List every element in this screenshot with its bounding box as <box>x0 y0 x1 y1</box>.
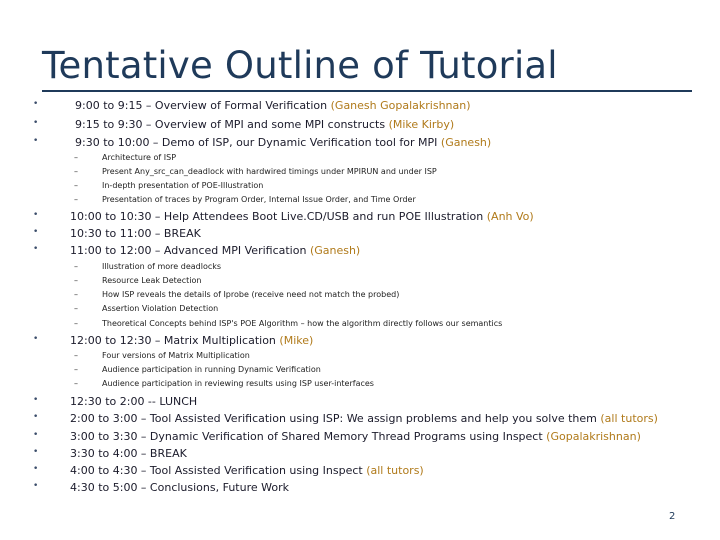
bullet-icon: • <box>33 118 39 128</box>
dash-icon: – <box>74 167 78 176</box>
bullet-icon: • <box>33 481 39 491</box>
bullet-icon: • <box>33 210 39 220</box>
dash-icon: – <box>74 351 78 360</box>
dash-icon: – <box>74 276 78 285</box>
bullet-icon: • <box>33 395 39 405</box>
dash-icon: – <box>74 379 78 388</box>
dash-icon: – <box>74 304 78 313</box>
bullet-icon: • <box>33 227 39 237</box>
title-underline <box>42 90 692 92</box>
dash-icon: – <box>74 153 78 162</box>
bullet-icon: • <box>33 430 39 440</box>
bullet-icon: • <box>33 99 39 109</box>
bullet-icon: • <box>33 244 39 254</box>
dash-icon: – <box>74 181 78 190</box>
bullet-icon: • <box>33 412 39 422</box>
bullet-icon: • <box>33 464 39 474</box>
slide-title: Tentative Outline of Tutorial <box>42 44 558 87</box>
dash-icon: – <box>74 365 78 374</box>
page-number: 2 <box>669 511 676 522</box>
dash-icon: – <box>74 195 78 204</box>
dash-icon: – <box>74 319 78 328</box>
bullet-icon: • <box>33 447 39 457</box>
bullet-icon: • <box>33 136 39 146</box>
dash-icon: – <box>74 262 78 271</box>
dash-icon: – <box>74 290 78 299</box>
bullet-icon: • <box>33 334 39 344</box>
